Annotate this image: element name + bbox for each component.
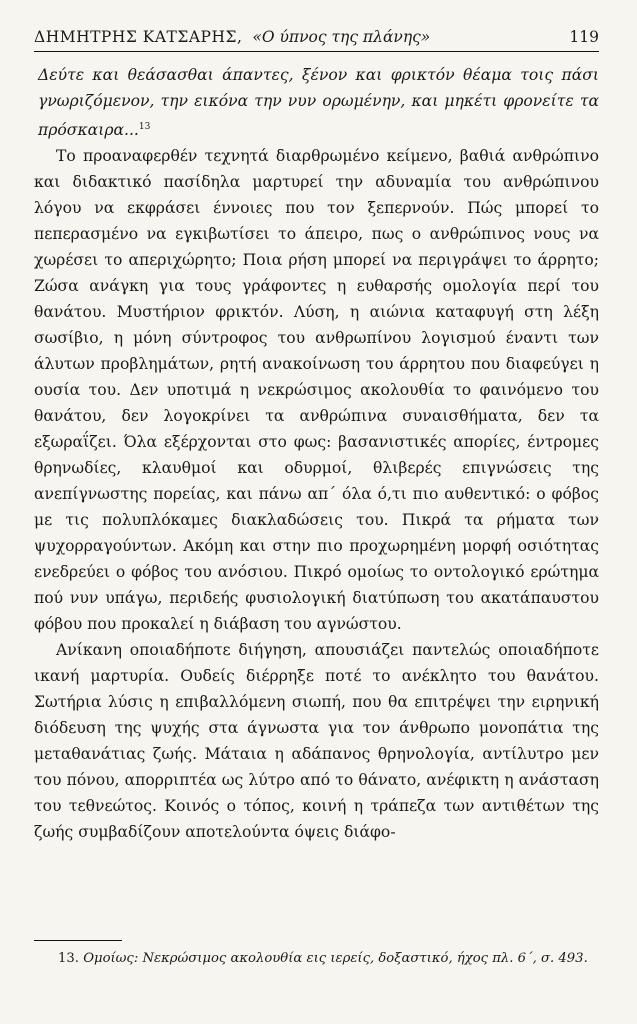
footnote [58,950,599,968]
footnote-divider [34,940,122,941]
header-left [34,28,430,46]
liturgical-quote [38,62,599,143]
footnote-ref: 13 [138,122,151,132]
footnote-number: 13. [58,951,79,966]
footnote-text: Ομοίως: Νεκρώσιμος ακολουθία εις ιερείς, δοξαστικό, ήχος πλ. 6΄, σ. 493. [83,951,588,966]
header-title: «Ο ύπνος της πλάνης» [252,28,431,46]
paragraph-2: Ανίκανη οποιαδήποτε διήγηση, απουσιάζει παντελώς οποιαδήποτε ικανή μαρτυρία. Ουδείς διέρρηξε ποτέ το ανέκλητο του θανάτου. Σωτήρια λύσις η επιβαλλόμενη σιωπή, που θα επιτρέψει την ειρηνική διόδευση της ψυχής στα άγνωστα για τον άνθρωπο μονοπάτια της μεταθανάτιας ζωής. Μάταια η αδάπανος θρηνολογία, αντίλυτρο μεν του πόνου, απορριπτέα ως λύτρο από το θάνατο, ανέφικτη η ανάσταση του τεθνεώτος. Κοινός ο τόπος, κοινή η τράπεζα των αντιθέτων της ζωής συμβαδίζουν αποτελούντα όψεις διάφο- [34,641,599,842]
page-body [34,62,599,845]
header-author: ΔΗΜΗΤΡΗΣ ΚΑΤΣΑΡΗΣ, [34,28,243,46]
paragraph-1: Το προαναφερθέν τεχνητά διαρθρωμένο κείμενο, βαθιά ανθρώπινο και διδακτικό πασίδηλα μαρτυρεί την αδυναμία του ανθρώπινου λόγου να εκφράσει έννοιες που τον ξεπερνούν. Πώς μπορεί το πεπερασμένο να εγκιβωτίσει το άπειρο, πως ο ανθρώπινος νους να χωρέσει το απεριχώρητο; Ποια ρήση μπορεί να περιγράψει το άρρητο; Ζώσα ανάγκη για τους γράφοντες η ευθαρσής ομολογία περί του θανάτου. Μυστήριον φρικτόν. Λύση, η αιώνια καταφυγή στη λέξη σωσίβιο, η μόνη σύντροφος του ανθρωπίνου λογισμού έναντι των άλυτων προβλημάτων, ρητή ανακοίνωση του άρρητου που διαφεύγει η ουσία του. Δεν υποτιμά η νεκρώσιμος ακολουθία το φαινόμενο του θανάτου, δεν λογοκρίνει τα ανθρώπινα συναισθήματα, δεν τα εξωραΐζει. Όλα εξέρχονται στο φως: βασανιστικές απορίες, έντρομες θρηνωδίες, κλαυθμοί και οδυρμοί, θλιβερές επιγνώσεις της ανεπίγνωστης πορείας, και πάνω απ΄ όλα ό,τι πιο αυθεντικό: ο φόβος με τις πολυπλόκαμες διακλαδώσεις του. Πικρά τα ρήματα των ψυχορραγούντων. Ακόμη και στην πιο προχωρημένη μορφή οσιότητας ενεδρεύει ο φόβος του ανόσιου. Πικρό ομοίως το οντολογικό ερώτημα πού νυν υπάγω, περιδεής φυσιολογική διατύπωση του ακατάπαυστου φόβου που προκαλεί η διάβαση του αγνώστου. [34,147,599,634]
running-header [34,28,599,52]
quote-text: Δεύτε και θεάσασθαι άπαντες, ξένον και φρικτόν θέαμα τοις πάσι γνωριζόμενον, την εικόνα την νυν ορωμένην, και μηκέτι φρονείτε τα πρόσκαιρα... [38,66,599,140]
page-number: 119 [569,28,599,46]
